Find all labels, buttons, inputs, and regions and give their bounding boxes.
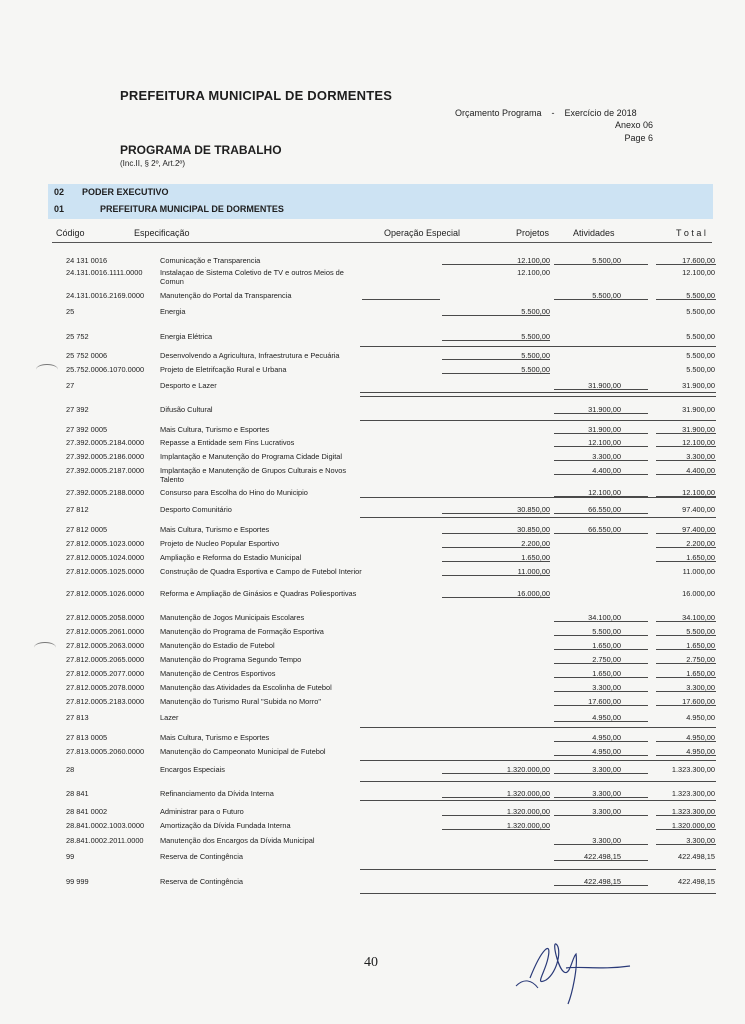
row-codigo: 27.392.0005.2186.0000 <box>66 452 145 461</box>
row-codigo: 25 <box>66 307 75 316</box>
row-atividades: 34.100,00 <box>588 613 621 622</box>
row-especificacao: Projeto de Nucleo Popular Esportivo <box>160 539 280 548</box>
row-total: 5.500,00 <box>686 307 715 316</box>
row-total: 1.320.000,00 <box>671 821 715 830</box>
row-projetos: 30.850,00 <box>517 505 550 514</box>
total-rule <box>656 533 716 534</box>
atividades-rule <box>554 741 648 742</box>
row-especificacao: Desporto e Lazer <box>160 381 217 390</box>
row-codigo: 27.813.0005.2060.0000 <box>66 747 145 756</box>
total-rule <box>656 829 716 830</box>
row-atividades: 3.300,00 <box>592 807 621 816</box>
atividades-rule <box>554 705 648 706</box>
row-codigo: 27.812.0005.2058.0000 <box>66 613 145 622</box>
row-especificacao: Refinanciamento da Dívida Interna <box>160 789 274 798</box>
section-rule <box>360 517 716 518</box>
row-total: 1.650,00 <box>686 669 715 678</box>
total-rule <box>656 691 716 692</box>
row-projetos: 30.850,00 <box>517 525 550 534</box>
row-codigo: 28 <box>66 765 75 774</box>
row-projetos: 1.320.000,00 <box>506 821 550 830</box>
row-especificacao: Construção de Quadra Esportiva e Campo de Futebol Interior <box>160 567 362 576</box>
atividades-rule <box>554 413 648 414</box>
projetos-rule <box>442 315 550 316</box>
row-especificacao: Manutenção do Programa Segundo Tempo <box>160 655 302 664</box>
atividades-rule <box>554 433 648 434</box>
orcamento-label: Orçamento Programa <box>455 108 542 118</box>
total-rule <box>656 264 716 265</box>
total-rule <box>656 705 716 706</box>
program-title: PROGRAMA DE TRABALHO <box>120 143 282 157</box>
row-projetos: 5.500,00 <box>521 351 550 360</box>
scan-mark <box>34 642 56 653</box>
row-total: 1.323.300,00 <box>671 789 715 798</box>
projetos-rule <box>442 340 550 341</box>
row-codigo: 25 752 0006 <box>66 351 108 360</box>
row-codigo: 25 752 <box>66 332 89 341</box>
row-atividades: 3.300,00 <box>592 452 621 461</box>
row-atividades: 4.950,00 <box>592 713 621 722</box>
atividades-rule <box>554 264 648 265</box>
row-total: 5.500,00 <box>686 351 715 360</box>
col-header-atividades: Atividades <box>573 228 615 238</box>
row-especificacao: Manutenção das Atividades da Escolinha de Futebol <box>160 683 332 692</box>
atividades-rule <box>554 446 648 447</box>
row-codigo: 27 392 0005 <box>66 425 108 434</box>
row-total: 1.650,00 <box>686 641 715 650</box>
row-codigo: 27.812.0005.2065.0000 <box>66 655 145 664</box>
row-atividades: 3.300,00 <box>592 836 621 845</box>
row-especificacao: Mais Cultura, Turismo e Esportes <box>160 525 270 534</box>
row-codigo: 27 <box>66 381 75 390</box>
atividades-rule <box>554 797 648 798</box>
row-especificacao: Energia <box>160 307 186 316</box>
col-header-codigo: Código <box>56 228 85 238</box>
entity-title: PREFEITURA MUNICIPAL DE DORMENTES <box>120 88 393 103</box>
atividades-rule <box>554 649 648 650</box>
total-rule <box>656 474 716 475</box>
section-rule <box>360 497 716 498</box>
row-atividades: 12.100,00 <box>588 438 621 447</box>
total-rule <box>656 663 716 664</box>
row-especificacao: Amortização da Dívida Fundada Interna <box>160 821 291 830</box>
row-codigo: 99 999 <box>66 877 89 886</box>
section-rule <box>360 420 716 421</box>
row-especificacao: Reserva de Contingência <box>160 852 243 861</box>
row-codigo: 27.812.0005.1026.0000 <box>66 589 145 598</box>
projetos-rule <box>442 533 550 534</box>
row-especificacao: Reforma e Ampliação de Ginásios e Quadras Poliesportivas <box>160 589 357 598</box>
operacao-rule <box>362 299 440 300</box>
row-projetos: 1.320.000,00 <box>506 807 550 816</box>
total-rule <box>656 649 716 650</box>
row-projetos: 5.500,00 <box>521 332 550 341</box>
atividades-rule <box>554 773 648 774</box>
row-total: 1.323.300,00 <box>671 807 715 816</box>
total-rule <box>656 815 716 816</box>
budget-header <box>455 108 637 118</box>
row-total: 1.323.300,00 <box>671 765 715 774</box>
row-atividades: 1.650,00 <box>592 641 621 650</box>
col-header-projetos: Projetos <box>516 228 550 238</box>
row-especificacao: Implantação e Manutenção do Programa Cidade Digital <box>160 452 342 461</box>
separator-dash: - <box>551 108 555 118</box>
total-rule <box>656 677 716 678</box>
row-codigo: 25.752.0006.1070.0000 <box>66 365 145 374</box>
row-especificacao: Administrar para o Futuro <box>160 807 244 816</box>
row-atividades: 4.950,00 <box>592 747 621 756</box>
projetos-rule <box>442 373 550 374</box>
row-atividades: 31.900,00 <box>588 381 621 390</box>
page-number: 40 <box>364 955 378 970</box>
row-especificacao: Lazer <box>160 713 179 722</box>
row-codigo: 24.131.0016.1111.0000 <box>66 268 143 277</box>
section-band-executive <box>48 184 713 200</box>
section-rule <box>360 800 716 801</box>
legal-reference: (Inc.II, § 2º, Art.2º) <box>120 159 185 168</box>
row-atividades: 66.550,00 <box>588 505 621 514</box>
row-total: 12.100,00 <box>682 438 715 447</box>
atividades-rule <box>554 663 648 664</box>
row-especificacao: Difusão Cultural <box>160 405 213 414</box>
projetos-rule <box>442 597 550 598</box>
row-projetos: 5.500,00 <box>521 307 550 316</box>
row-total: 12.100,00 <box>682 268 715 277</box>
row-atividades: 17.600,00 <box>588 697 621 706</box>
projetos-rule <box>442 561 550 562</box>
row-atividades: 31.900,00 <box>588 405 621 414</box>
row-especificacao: Projeto de Eletrifcação Rural e Urbana <box>160 365 287 374</box>
total-rule <box>656 299 716 300</box>
row-codigo: 27.392.0005.2188.0000 <box>66 488 145 497</box>
row-total: 422.498,15 <box>678 852 715 861</box>
total-rule <box>656 446 716 447</box>
section-rule <box>360 781 716 782</box>
projetos-rule <box>442 575 550 576</box>
row-total: 2.750,00 <box>686 655 715 664</box>
row-atividades: 31.900,00 <box>588 425 621 434</box>
section-rule <box>360 869 716 870</box>
atividades-rule <box>554 721 648 722</box>
exercise-year: Exercício de 2018 <box>564 108 637 118</box>
section-rule <box>360 392 716 393</box>
section-rule <box>360 346 716 347</box>
row-especificacao: Manutenção dos Encargos da Dívida Municipal <box>160 836 315 845</box>
row-especificacao: Manutenção de Jogos Municipais Escolares <box>160 613 305 622</box>
section-rule <box>360 727 716 728</box>
row-codigo: 27.812.0005.2063.0000 <box>66 641 145 650</box>
row-atividades: 4.950,00 <box>592 733 621 742</box>
row-codigo: 27 392 <box>66 405 89 414</box>
row-atividades: 3.300,00 <box>592 789 621 798</box>
section-rule <box>360 396 716 397</box>
row-codigo: 27 813 <box>66 713 89 722</box>
projetos-rule <box>442 815 550 816</box>
row-total: 97.400,00 <box>682 505 715 514</box>
row-especificacao: Desenvolvendo a Agricultura, Infraestrutura e Pecuária <box>160 351 340 360</box>
row-codigo: 28.841.0002.1003.0000 <box>66 821 145 830</box>
section-rule <box>360 760 716 761</box>
row-especificacao: Mais Cultura, Turismo e Esportes <box>160 425 270 434</box>
band-label: PREFEITURA MUNICIPAL DE DORMENTES <box>100 204 284 214</box>
row-atividades: 5.500,00 <box>592 256 621 265</box>
total-rule <box>656 755 716 756</box>
row-atividades: 422.498,15 <box>584 852 621 861</box>
row-projetos: 16.000,00 <box>517 589 550 598</box>
row-atividades: 3.300,00 <box>592 765 621 774</box>
row-total: 5.500,00 <box>686 332 715 341</box>
total-rule <box>656 433 716 434</box>
row-codigo: 27 813 0005 <box>66 733 108 742</box>
row-total: 4.400,00 <box>686 466 715 475</box>
row-especificacao: Ampliação e Reforma do Estadio Municipal <box>160 553 302 562</box>
row-codigo: 27.812.0005.1023.0000 <box>66 539 145 548</box>
row-codigo: 28 841 0002 <box>66 807 108 816</box>
row-codigo: 24 131 0016 <box>66 256 108 265</box>
band-code: 01 <box>54 204 65 214</box>
projetos-rule <box>442 359 550 360</box>
annex-label: Anexo 06 <box>614 120 653 130</box>
projetos-rule <box>442 547 550 548</box>
atividades-rule <box>554 533 648 534</box>
row-projetos: 12.100,00 <box>517 268 550 277</box>
projetos-rule <box>442 797 550 798</box>
row-total: 16.000,00 <box>682 589 715 598</box>
atividades-rule <box>554 691 648 692</box>
row-projetos: 5.500,00 <box>521 365 550 374</box>
row-total: 17.600,00 <box>682 697 715 706</box>
row-especificacao: Reserva de Contingência <box>160 877 243 886</box>
row-codigo: 27.812.0005.2078.0000 <box>66 683 145 692</box>
row-total: 5.500,00 <box>686 365 715 374</box>
row-atividades: 5.500,00 <box>592 291 621 300</box>
row-total: 2.200,00 <box>686 539 715 548</box>
row-atividades: 1.650,00 <box>592 669 621 678</box>
row-especificacao: Implantação e Manutenção de Grupos Culturais e Novos Talento <box>160 466 347 484</box>
row-total: 5.500,00 <box>686 627 715 636</box>
row-total: 5.500,00 <box>686 291 715 300</box>
row-codigo: 28 841 <box>66 789 89 798</box>
row-total: 31.900,00 <box>682 405 715 414</box>
band-label: PODER EXECUTIVO <box>82 187 169 197</box>
row-especificacao: Desporto Comunitário <box>160 505 232 514</box>
row-total: 34.100,00 <box>682 613 715 622</box>
row-codigo: 27.392.0005.2184.0000 <box>66 438 145 447</box>
total-rule <box>656 460 716 461</box>
row-especificacao: Manutenção do Programa de Formação Esportiva <box>160 627 324 636</box>
atividades-rule <box>554 815 648 816</box>
atividades-rule <box>554 299 648 300</box>
row-total: 31.900,00 <box>682 381 715 390</box>
row-projetos: 1.650,00 <box>521 553 550 562</box>
row-especificacao: Instalaçao de Sistema Coletivo de TV e outros Meios de Comun <box>160 268 344 286</box>
atividades-rule <box>554 460 648 461</box>
row-atividades: 3.300,00 <box>592 683 621 692</box>
row-especificacao: Energia Elétrica <box>160 332 213 341</box>
atividades-rule <box>554 844 648 845</box>
projetos-rule <box>442 513 550 514</box>
atividades-rule <box>554 755 648 756</box>
row-total: 4.950,00 <box>686 713 715 722</box>
row-especificacao: Encargos Especiais <box>160 765 225 774</box>
row-codigo: 27.392.0005.2187.0000 <box>66 466 145 475</box>
row-atividades: 12.100,00 <box>588 488 621 497</box>
row-total: 4.950,00 <box>686 733 715 742</box>
projetos-rule <box>442 829 550 830</box>
total-rule <box>656 547 716 548</box>
row-codigo: 27.812.0005.1025.0000 <box>66 567 145 576</box>
row-total: 3.300,00 <box>686 683 715 692</box>
row-especificacao: Manutenção de Centros Esportivos <box>160 669 276 678</box>
atividades-rule <box>554 389 648 390</box>
row-codigo: 99 <box>66 852 75 861</box>
row-codigo: 27.812.0005.2183.0000 <box>66 697 145 706</box>
total-rule <box>656 635 716 636</box>
row-codigo: 27.812.0005.1024.0000 <box>66 553 145 562</box>
row-codigo: 24.131.0016.2169.0000 <box>66 291 145 300</box>
row-projetos: 12.100,00 <box>517 256 550 265</box>
atividades-rule <box>554 860 648 861</box>
row-total: 97.400,00 <box>682 525 715 534</box>
row-atividades: 2.750,00 <box>592 655 621 664</box>
row-projetos: 11.000,00 <box>517 567 550 576</box>
row-total: 4.950,00 <box>686 747 715 756</box>
page-label: Page 6 <box>624 133 653 143</box>
row-atividades: 66.550,00 <box>588 525 621 534</box>
row-especificacao: Mais Cultura, Turismo e Esportes <box>160 733 270 742</box>
atividades-rule <box>554 885 648 886</box>
row-total: 11.000,00 <box>682 567 715 576</box>
band-code: 02 <box>54 187 65 197</box>
row-codigo: 27.812.0005.2077.0000 <box>66 669 145 678</box>
row-especificacao: Repasse a Entidade sem Fins Lucrativos <box>160 438 295 447</box>
total-rule <box>656 741 716 742</box>
section-band-prefeitura <box>48 200 713 219</box>
atividades-rule <box>554 635 648 636</box>
row-atividades: 5.500,00 <box>592 627 621 636</box>
row-total: 3.300,00 <box>686 836 715 845</box>
row-projetos: 2.200,00 <box>521 539 550 548</box>
row-codigo: 28.841.0002.2011.0000 <box>66 836 144 845</box>
section-rule <box>360 893 716 894</box>
row-especificacao: Consurso para Escolha do Hino do Municipio <box>160 488 308 497</box>
atividades-rule <box>554 621 648 622</box>
row-codigo: 27 812 0005 <box>66 525 108 534</box>
row-especificacao: Manutenção do Campeonato Municipal de Futebol <box>160 747 326 756</box>
row-total: 12.100,00 <box>682 488 715 497</box>
row-especificacao: Manutenção do Estadio de Futebol <box>160 641 275 650</box>
row-projetos: 1.320.000,00 <box>506 765 550 774</box>
row-especificacao: Manutenção do Turismo Rural "Subida no Morro" <box>160 697 321 706</box>
col-header-operacao: Operação Especial <box>384 228 461 238</box>
atividades-rule <box>554 677 648 678</box>
row-total: 422.498,15 <box>678 877 715 886</box>
row-total: 1.650,00 <box>686 553 715 562</box>
atividades-rule <box>554 474 648 475</box>
col-header-especificacao: Especificação <box>134 228 190 238</box>
projetos-rule <box>442 264 550 265</box>
row-total: 3.300,00 <box>686 452 715 461</box>
handwritten-signature <box>512 928 642 1008</box>
col-header-total: T o t a l <box>676 228 706 238</box>
row-codigo: 27.812.0005.2061.0000 <box>66 627 145 636</box>
row-atividades: 4.400,00 <box>592 466 621 475</box>
row-atividades: 422.498,15 <box>584 877 621 886</box>
scan-mark <box>36 364 58 375</box>
total-rule <box>656 621 716 622</box>
row-especificacao: Comunicação e Transparencia <box>160 256 261 265</box>
row-total: 17.600,00 <box>682 256 715 265</box>
total-rule <box>656 844 716 845</box>
projetos-rule <box>442 773 550 774</box>
total-rule <box>656 561 716 562</box>
row-codigo: 27 812 <box>66 505 89 514</box>
row-projetos: 1.320.000,00 <box>506 789 550 798</box>
row-especificacao: Manutenção do Portal da Transparencia <box>160 291 292 300</box>
row-total: 31.900,00 <box>682 425 715 434</box>
header-rule <box>52 242 712 243</box>
atividades-rule <box>554 513 648 514</box>
